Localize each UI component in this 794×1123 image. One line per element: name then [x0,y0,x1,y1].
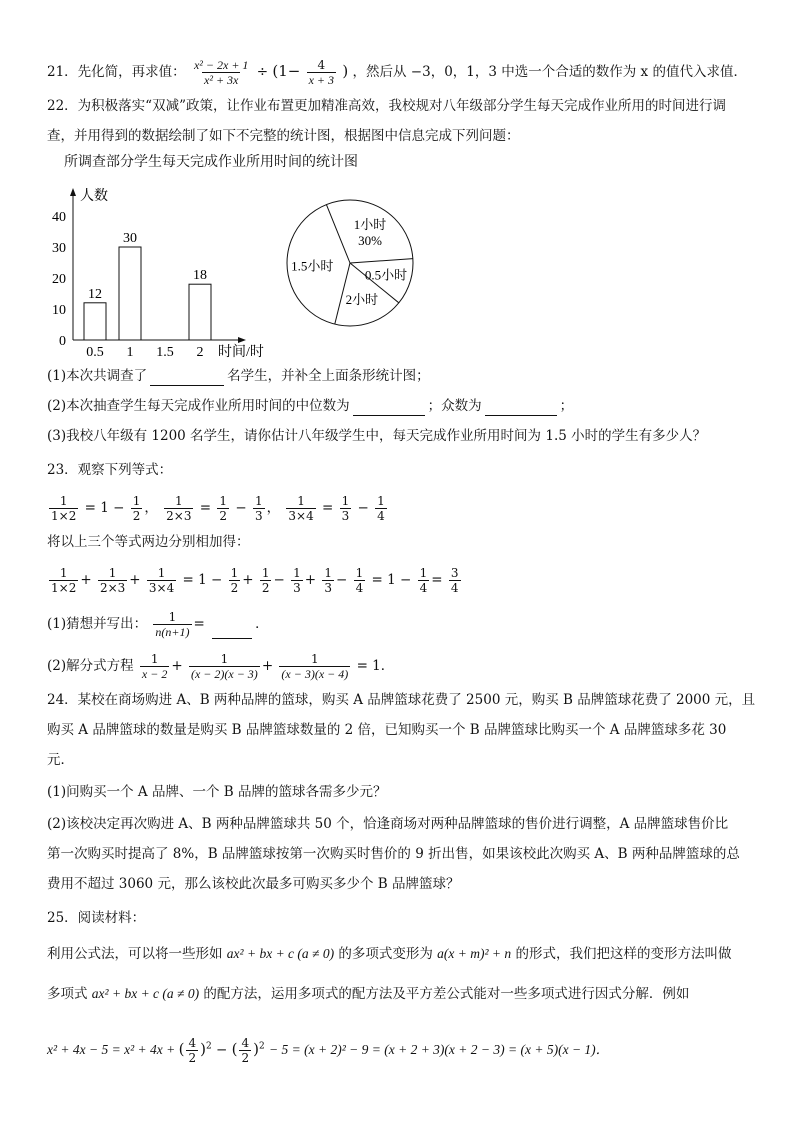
q23-sub1: (1)猜想并写出： $\frac{1}{n(n+1)}$ = ． [47,610,269,639]
bar [189,284,211,340]
q23-sub2: (2)解分式方程 $\frac{1}{x - 2}$ + $\frac{1}{(x - 2)(x - 3)}$ + $\frac{1}{(x - 3)(x - 4)}$ = 1． [47,652,395,681]
x-axis-arrow [238,337,246,343]
pie-slice-label: 1.5小时 [291,258,334,274]
y-axis-arrow [70,188,76,196]
q23-sum: $\frac{1}{1\times 2}$ + $\frac{1}{2\times 3}$ + $\frac{1}{3\times 4}$ = 1 − $\frac{1}{2}$ + $\frac{1}{2}$ − $\frac{1}{3}$ + $\frac{1}{3}$ − $\frac{1}{4}$ = 1 − $\frac{1}{4}$ = $\frac{3}{4}$ [51,566,459,595]
q23-title: 23．观察下列等式： [47,462,173,478]
q25-line-2: 多项式 ax² + bx + c (a ≠ 0) 的配方法，运用多项式的配方法及平方差公式能对一些多项式进行因式分解．例如 [47,986,690,1002]
x-tick-label: 0.5 [86,345,104,360]
chart-title: 所调查部分学生每天完成作业所用时间的统计图 [64,154,358,170]
answer-blank-guess[interactable] [212,624,252,639]
pie-slice-label: 1小时 [353,216,387,232]
y-axis-label: 人数 [80,189,108,204]
x-tick-label: 2 [196,345,204,360]
q21-fraction-2: $\frac{4}{x + 3}$ [308,58,335,87]
q21-fraction-1: $\frac{\text{x² − 2x + 1}}{\text{x² + 3x}}$ [193,58,249,87]
q22-sub1: (1)本次共调查了 名学生，并补全上面条形统计图； [47,368,430,384]
bar-chart [40,180,290,365]
q21-prefix: 21．先化简，再求值： [47,64,186,80]
bar [119,247,141,340]
q23-equations: $\frac{1}{1\times 2}$ = 1 − $\frac{1}{2}$ ， $\frac{1}{2\times 3}$ = $\frac{1}{2}$ − $\frac{1}{3}$ ， $\frac{1}{3\times 4}$ = $\frac{1}{3}$ − $\frac{1}{4}$ [51,494,385,523]
x-tick-label: 1.5 [156,345,174,360]
answer-blank-total[interactable] [150,371,224,386]
q21-line: 21．先化简，再求值： $\frac{\text{x² − 2x + 1}}{\text{x² + 3x}}$ ÷ (1− $\frac{4}{x + 3}$ ) ，然后从 −3，0，1，3 中选一个合适的数作为 x 的值代入求值． [47,58,747,87]
q22-line-2: 查，并用得到的数据绘制了如下不完整的统计图，根据图中信息完成下列问题： [47,128,520,144]
x-tick-label: 1 [126,345,134,360]
pie-chart [280,190,430,340]
q24-line-1: 24．某校在商场购进 A、B 两种品牌的篮球，购买 A 品牌篮球花费了 2500 元，购买 B 品牌篮球花费了 2000 元，且 [47,692,756,708]
y-tick-label: 0 [59,334,66,349]
q25-example: x² + 4x − 5 = x² + 4x + ( $\frac{4}{2}$ )$^2$ − ( $\frac{4}{2}$ )$^2$ − 5 = (x + 2)² − 9 = (x + 2 + 3)(x + 2 − 3) = (x + 5)(x − 1)． [47,1036,610,1065]
q24-sub1: (1)问购买一个 A 品牌、一个 B 品牌的篮球各需多少元？ [47,784,387,800]
q22-line-1: 22．为积极落实“双减”政策，让作业布置更加精准高效，我校规对八年级部分学生每天完成作业所用的时间进行调 [47,98,726,114]
x-axis-label: 时间/时 [218,345,264,360]
y-tick-label: 10 [52,303,66,318]
q25-title: 25．阅读材料： [47,910,146,926]
y-tick-label: 30 [52,241,66,256]
q24-sub2-line-2: 第一次购买时提高了 8%，B 品牌篮球按第一次购买时售价的 9 折出售，如果该校此次购买 A、B 两种品牌篮球的总 [47,846,740,862]
pie-slice-percent: 30% [358,232,382,248]
answer-blank-median[interactable] [353,401,425,416]
answer-blank-mode[interactable] [485,401,557,416]
y-tick-label: 40 [52,210,66,225]
q24-line-3: 元． [47,752,74,768]
q24-sub2-line-1: (2)该校决定再次购进 A、B 两种品牌篮球共 50 个，恰逢商场对两种品牌篮球的售价进行调整，A 品牌篮球售价比 [47,816,729,832]
bar-data-label: 12 [88,286,102,302]
pie-slice-label: 0.5小时 [364,267,408,283]
bar [84,303,106,340]
q24-line-2: 购买 A 品牌篮球的数量是购买 B 品牌篮球数量的 2 倍，已知购买一个 B 品牌篮球比购买一个 A 品牌篮球多花 30 [47,722,727,738]
bar-data-label: 30 [123,231,137,246]
q22-sub3: (3)我校八年级有 1200 名学生，请你估计八年级学生中，每天完成作业所用时间为 1.5 小时的学生有多少人？ [47,428,707,444]
bar-data-label: 18 [193,268,207,284]
q25-line-1: 利用公式法，可以将一些形如 ax² + bx + c (a ≠ 0) 的多项式变形为 a(x + m)² + n 的形式，我们把这样的变形方法叫做 [47,946,732,962]
q22-sub2: (2)本次抽查学生每天完成作业所用时间的中位数为 ；众数为 ； [47,398,574,414]
q24-sub2-line-3: 费用不超过 3060 元，那么该校此次最多可购买多少个 B 品牌篮球？ [47,876,460,892]
pie-slice-label: 2小时 [345,291,379,307]
q23-add-text: 将以上三个等式两边分别相加得： [47,534,250,550]
y-tick-label: 20 [52,272,66,287]
q21-suffix: ，然后从 −3，0，1，3 中选一个合适的数作为 x 的值代入求值． [352,64,747,80]
